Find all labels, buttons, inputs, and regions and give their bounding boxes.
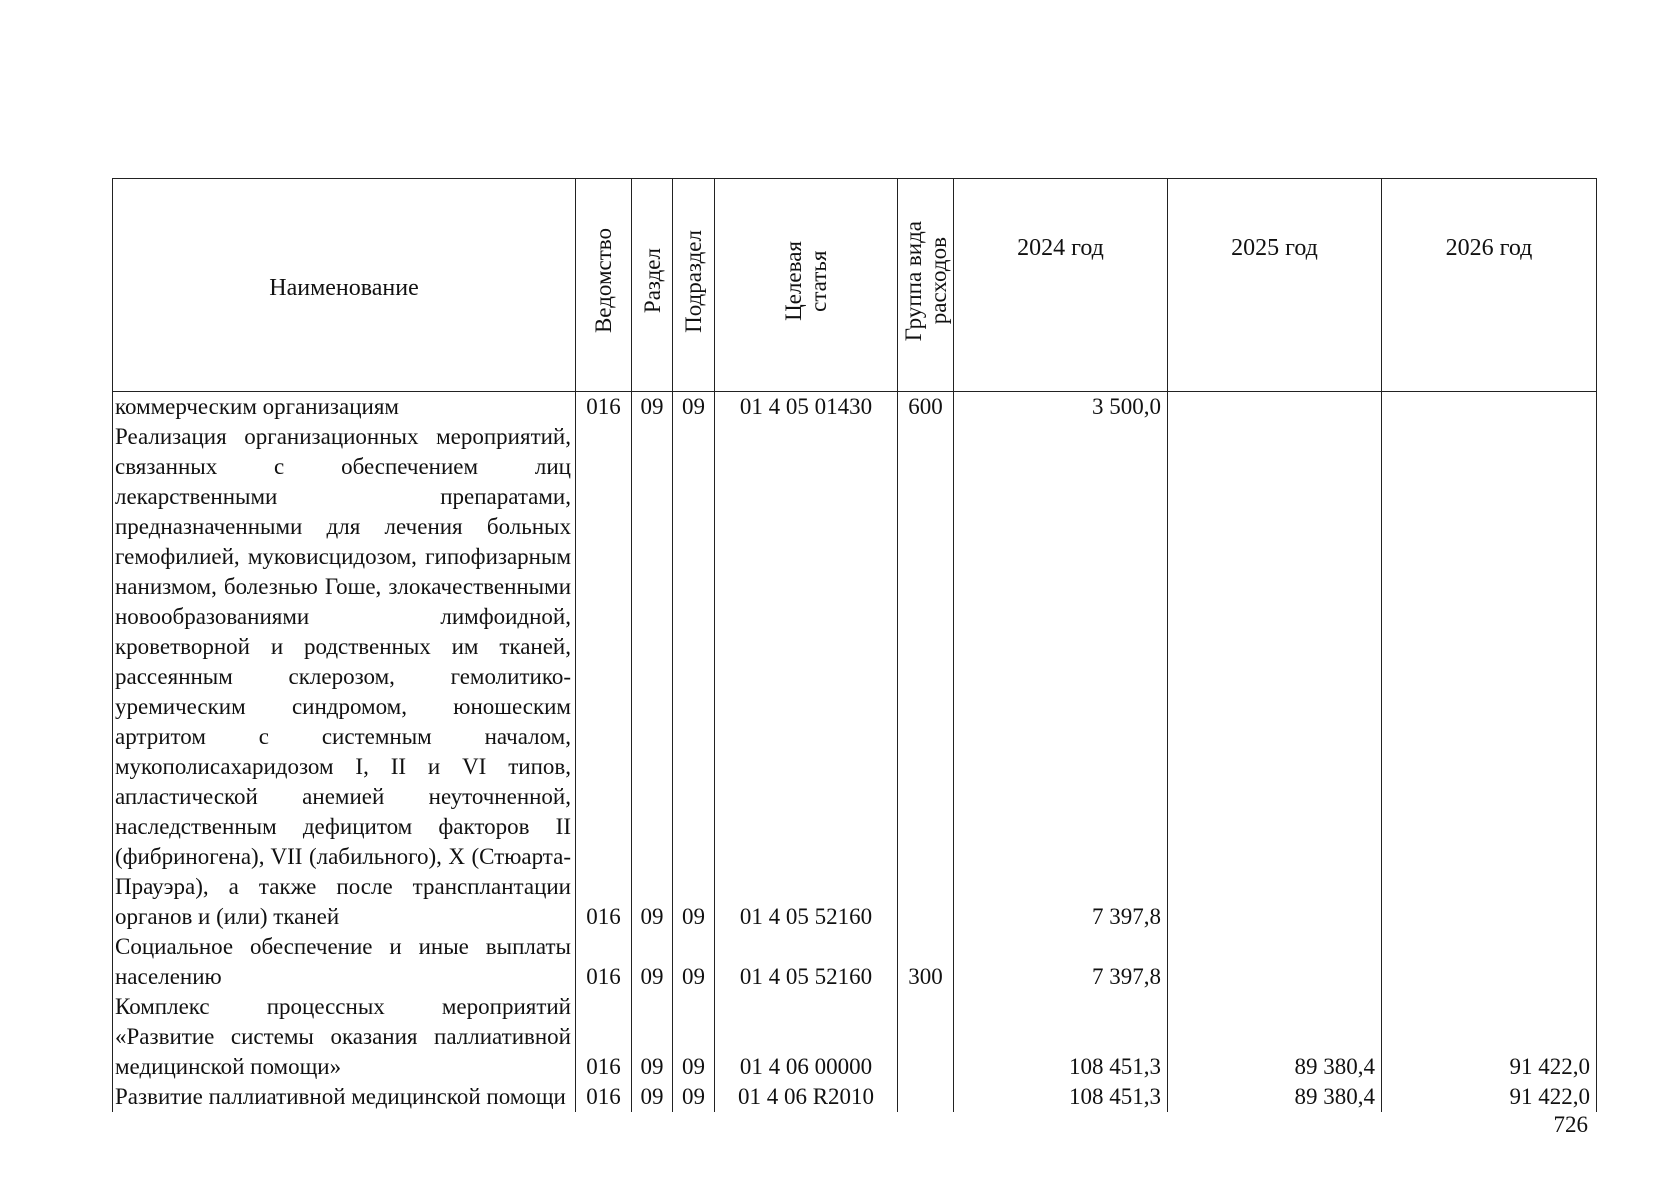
row-name: Реализация организационных мероприятий, связанных с обеспечением лиц лекарственными препаратами, предназначенными для лечения больных гемофилией, муковисцидозом, гипофизарным нанизмом, болезнью Гоше, злокачественными новообразованиями лимфоидной, кроветворной и родственных им тканей, рассеянным склерозом, гемолитико-уремическим синдромом, юношеским артритом с системным началом, мукополисахаридозом I, II и VI типов, апластической анемией неуточненной, наследственным дефицитом факторов II (фибриногена), VII (лабильного), X (Стюарта-Прауэра), а также после трансплантации органов и (или) тканей	[113, 422, 576, 932]
header-celevaya-label	[781, 241, 831, 321]
row-name: Социальное обеспечение и иные выплаты населению	[113, 932, 576, 992]
header-celevaya-statya	[715, 179, 898, 392]
row-2026: 91 422,0	[1382, 992, 1597, 1082]
header-gruppa-line1: Группа вида	[900, 220, 926, 342]
row-celevaya: 01 4 05 52160	[715, 422, 898, 932]
row-vedomstvo: 016	[576, 992, 632, 1082]
header-celevaya-line1: Целевая	[781, 241, 806, 321]
row-podrazdel: 09	[673, 1082, 715, 1112]
row-podrazdel: 09	[673, 932, 715, 992]
row-razdel: 09	[632, 992, 673, 1082]
row-gruppa	[898, 1082, 954, 1112]
page-number: 726	[1553, 1112, 1588, 1137]
header-vedomstvo-label: Ведомство	[591, 228, 616, 334]
row-2025	[1168, 932, 1382, 992]
row-2024: 108 451,3	[954, 992, 1168, 1082]
header-razdel	[632, 179, 673, 392]
row-2025: 89 380,4	[1168, 992, 1382, 1082]
header-celevaya-line2: статья	[806, 250, 831, 312]
row-razdel: 09	[632, 392, 673, 423]
row-gruppa	[898, 422, 954, 932]
row-2026	[1382, 932, 1597, 992]
row-celevaya: 01 4 05 01430	[715, 392, 898, 423]
row-2024: 7 397,8	[954, 932, 1168, 992]
header-name: Наименование	[113, 179, 576, 392]
row-2025: 89 380,4	[1168, 1082, 1382, 1112]
row-celevaya: 01 4 06 00000	[715, 992, 898, 1082]
row-razdel: 09	[632, 1082, 673, 1112]
row-podrazdel: 09	[673, 992, 715, 1082]
row-2026: 91 422,0	[1382, 1082, 1597, 1112]
budget-table-page	[112, 178, 1596, 1112]
row-2024: 108 451,3	[954, 1082, 1168, 1112]
row-podrazdel: 09	[673, 392, 715, 423]
table-row	[113, 422, 1597, 932]
row-gruppa	[898, 992, 954, 1082]
row-name: Комплекс процессных мероприятий «Развитие системы оказания паллиативной медицинской помощи»	[113, 992, 576, 1082]
row-vedomstvo: 016	[576, 392, 632, 423]
header-year-2024: 2024 год	[954, 179, 1168, 392]
row-2024: 3 500,0	[954, 392, 1168, 423]
row-razdel: 09	[632, 422, 673, 932]
header-podrazdel	[673, 179, 715, 392]
header-gruppa-line2: расходов	[925, 237, 951, 325]
row-vedomstvo: 016	[576, 932, 632, 992]
row-name: коммерческим организациям	[113, 392, 576, 423]
row-razdel: 09	[632, 932, 673, 992]
row-vedomstvo: 016	[576, 422, 632, 932]
budget-table	[112, 178, 1597, 1112]
row-celevaya: 01 4 06 R2010	[715, 1082, 898, 1112]
row-gruppa: 300	[898, 932, 954, 992]
header-year-2025: 2025 год	[1168, 179, 1382, 392]
header-year-2026: 2026 год	[1382, 179, 1597, 392]
row-podrazdel: 09	[673, 422, 715, 932]
row-2026	[1382, 422, 1597, 932]
row-name: Развитие паллиативной медицинской помощи	[113, 1082, 576, 1112]
header-gruppa	[898, 179, 954, 392]
table-header	[113, 179, 1597, 392]
table-row	[113, 392, 1597, 423]
row-2026	[1382, 392, 1597, 423]
table-row	[113, 932, 1597, 992]
row-2024: 7 397,8	[954, 422, 1168, 932]
row-2025	[1168, 392, 1382, 423]
header-gruppa-label	[901, 221, 951, 341]
header-vedomstvo	[576, 179, 632, 392]
row-gruppa: 600	[898, 392, 954, 423]
row-2025	[1168, 422, 1382, 932]
table-body	[113, 392, 1597, 1113]
header-razdel-label: Раздел	[639, 248, 665, 314]
table-row	[113, 1082, 1597, 1112]
table-row	[113, 992, 1597, 1082]
row-vedomstvo: 016	[576, 1082, 632, 1112]
row-celevaya: 01 4 05 52160	[715, 932, 898, 992]
header-podrazdel-label: Подраздел	[681, 229, 706, 333]
